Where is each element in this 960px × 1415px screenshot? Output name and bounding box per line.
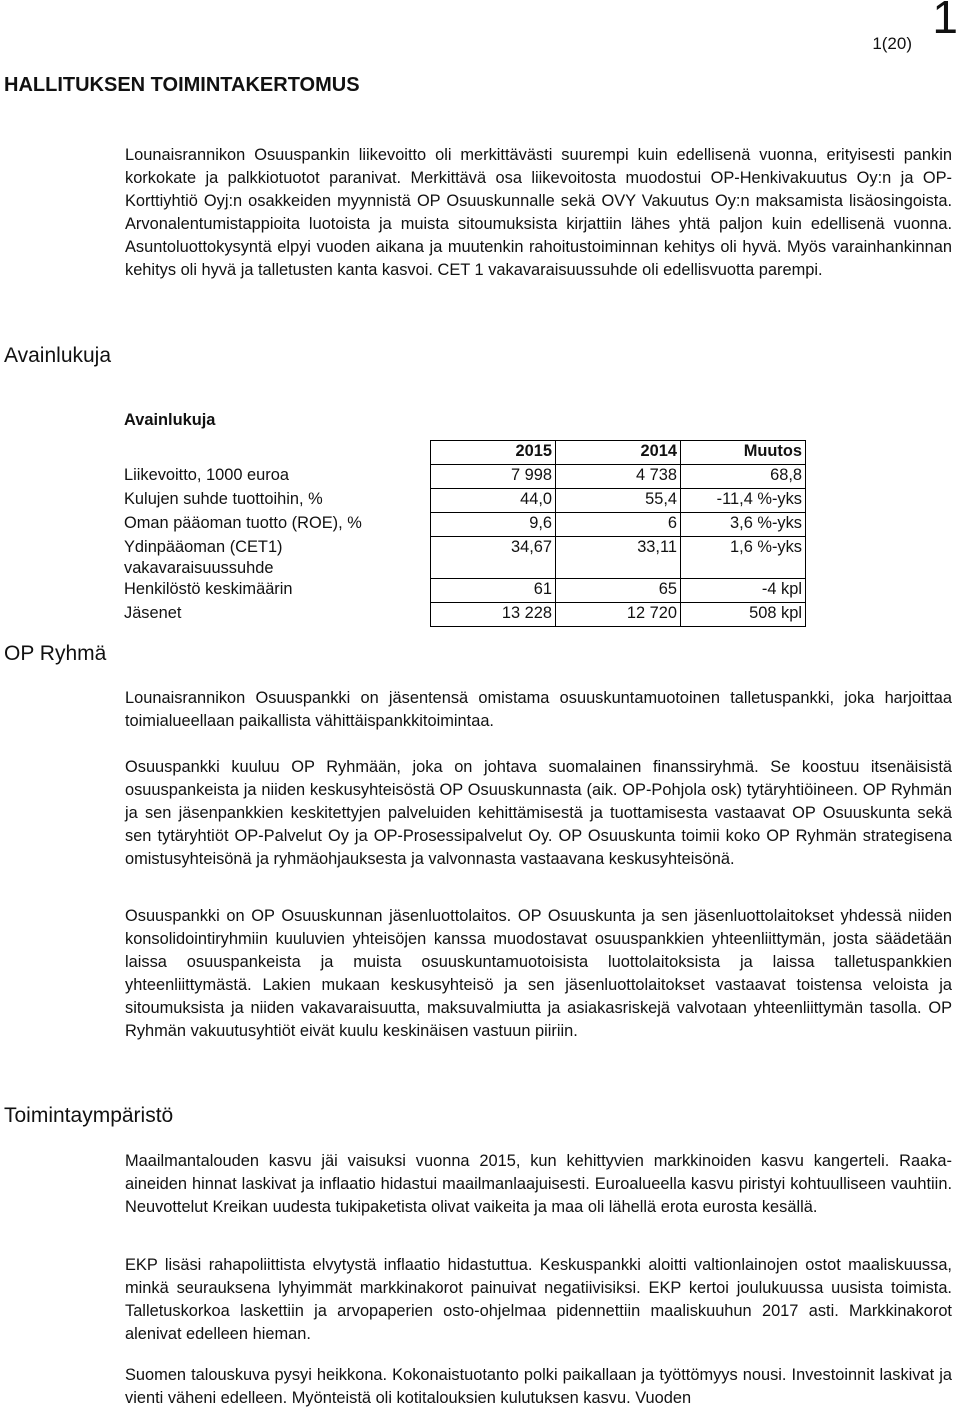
cell-2014: 12 720 — [556, 603, 681, 627]
toimintaymparisto-paragraph-1: Maailmantalouden kasvu jäi vaisuksi vuonna 2015, kun kehittyvien markkinoiden kasvu kangerteli. Raaka-aineiden hinnat laskivat ja inflaatio hidastui maailmanlaajuisesti. Euroalueella kasvu piristyi kohtuulliseen vauhtiin. Neuvottelut Kreikan uudesta tukipaketista olivat vaikeita ja maa oli lähellä erota eurosta kesällä. — [125, 1152, 952, 1216]
row-label: Henkilöstö keskimäärin — [124, 579, 293, 598]
row-label: Ydinpääoman (CET1) vakavaraisuussuhde — [124, 537, 283, 577]
page-number-large: 1 — [932, 0, 958, 43]
cell-2014: 33,11 — [556, 537, 681, 579]
cell-2015: 34,67 — [431, 537, 556, 579]
cell-2015: 9,6 — [431, 513, 556, 537]
table-row — [121, 603, 806, 627]
table-row — [121, 465, 806, 489]
cell-2014: 65 — [556, 579, 681, 603]
toimintaymparisto-paragraph-3: Suomen talouskuva pysyi heikkona. Kokonaistuotanto polki paikallaan ja työttömyys nousi. Investoinnit laskivat ja vienti väheni edelleen. Myönteistä oli kotitalouksien kulutuksen kasvu. Vuoden — [125, 1366, 952, 1407]
cell-change: 68,8 — [681, 465, 806, 489]
column-header-2014: 2014 — [556, 441, 681, 465]
op-ryhma-paragraph-3: Osuuspankki on OP Osuuskunnan jäsenluottolaitos. OP Osuuskunta ja sen jäsenluottolaitokset yhdessä niiden konsolidointiryhmiin kuuluvien yhteisöjen kanssa muodostavat osuuspankkien yhteenliittymän, josta säädetään laissa osuuspankeista ja muista osuuskuntamuotoisista luottolaitoksista ja laissa talletuspankkien yhteenliittymästä. Lakien mukaan keskusyhteisö ja sen jäsenluottolaitokset vastaavat toistensa veloista ja sitoumuksista ja niiden vakavaraisuutta, maksuvalmiutta ja asiakasriskejä valvotaan yhteenliittymän tasolla. OP Ryhmän vakuutusyhtiöt eivät kuulu keskinäisen vastuun piiriin. — [125, 907, 952, 1040]
column-header-muutos: Muutos — [681, 441, 806, 465]
table-header-blank — [121, 441, 431, 465]
row-label: Kulujen suhde tuottoihin, % — [124, 489, 323, 508]
cell-2015: 44,0 — [431, 489, 556, 513]
row-label: Liikevoitto, 1000 euroa — [124, 465, 289, 484]
row-label: Jäsenet — [124, 603, 182, 622]
cell-2015: 7 998 — [431, 465, 556, 489]
section-heading-avainlukuja: Avainlukuja — [4, 344, 112, 367]
op-ryhma-paragraph-2: Osuuspankki kuuluu OP Ryhmään, joka on johtava suomalainen finanssiryhmä. Se koostuu itsenäisistä osuuspankeista ja niiden keskusyhteisöstä OP Osuuskunnasta (aik. OP-Pohjola osk) tytäryhtiöineen. OP Ryhmän ja sen jäsenpankkien keskitettyjen palveluiden kehittämisestä ja tuottamisesta vastaavat OP Osuuskunta sekä sen tytäryhtiöt OP-Palvelut Oy ja OP-Prosessipalvelut Oy. OP Osuuskunta toimii koko OP Ryhmän strategisena omistusyhteisönä ja ryhmäohjauksesta ja valvonnasta vastaavana keskusyhteisönä. — [125, 758, 952, 868]
key-figures-table — [121, 410, 806, 627]
op-ryhma-paragraph-1: Lounaisrannikon Osuuspankki on jäsentensä omistama osuuskuntamuotoinen talletuspankki, joka harjoittaa toimialueellaan paikallista vähittäispankkitoimintaa. — [125, 689, 952, 730]
cell-2014: 6 — [556, 513, 681, 537]
cell-change: -4 kpl — [681, 579, 806, 603]
toimintaymparisto-paragraph-2: EKP lisäsi rahapoliittista elvytystä inflaatio hidastuttua. Keskuspankki aloitti valtionlainojen ostot maaliskuussa, minkä seurauksena lyhyimmät markkinakorot painuivat negatiivisiksi. EKP kertoi joulukuussa uusista toimista. Talletuskorkoa laskettiin ja arvopaperien osto-ohjelmaa pidennettiin maaliskuuhun 2017 asti. Markkinakorot alenivat edelleen hieman. — [125, 1256, 952, 1343]
table-row — [121, 537, 806, 579]
table-row — [121, 513, 806, 537]
cell-2015: 61 — [431, 579, 556, 603]
row-label: Oman pääoman tuotto (ROE), % — [124, 513, 362, 532]
table-row — [121, 579, 806, 603]
column-header-2015: 2015 — [431, 441, 556, 465]
document-title: HALLITUKSEN TOIMINTAKERTOMUS — [4, 74, 360, 96]
cell-2015: 13 228 — [431, 603, 556, 627]
section-heading-op-ryhma: OP Ryhmä — [4, 642, 107, 665]
cell-change: 1,6 %-yks — [681, 537, 806, 579]
cell-change: -11,4 %-yks — [681, 489, 806, 513]
cell-2014: 55,4 — [556, 489, 681, 513]
table-row — [121, 489, 806, 513]
table-caption: Avainlukuja — [124, 411, 216, 429]
cell-change: 508 kpl — [681, 603, 806, 627]
cell-2014: 4 738 — [556, 465, 681, 489]
page-label: 1(20) — [872, 34, 912, 53]
section-heading-toimintaymparisto: Toimintaympäristö — [4, 1104, 174, 1127]
intro-paragraph: Lounaisrannikon Osuuspankin liikevoitto oli merkittävästi suurempi kuin edellisenä vuonna, erityisesti pankin korkokate ja palkkiotuotot paranivat. Merkittävä osa liikevoitosta muodostui OP-Henkivakuutus Oy:n ja OP-Korttiyhtiö Oyj:n osakkeiden myynnistä OP Osuuskunnalle sekä OVY Vakuutus Oy:n maksamista lisäosingoista. Arvonalentumistappioita luotoista ja muista sitoumuksista kirjattiin lähes yhtä paljon kuin edellisenä vuonna. Asuntoluottokysyntä elpyi vuoden aikana ja muutenkin rahoitustoiminnan kehitys oli hyvä. Myös varainhankinnan kehitys oli hyvä ja talletusten kanta kasvoi. CET 1 vakavaraisuussuhde oli edellisvuotta parempi. — [125, 146, 952, 279]
cell-change: 3,6 %-yks — [681, 513, 806, 537]
